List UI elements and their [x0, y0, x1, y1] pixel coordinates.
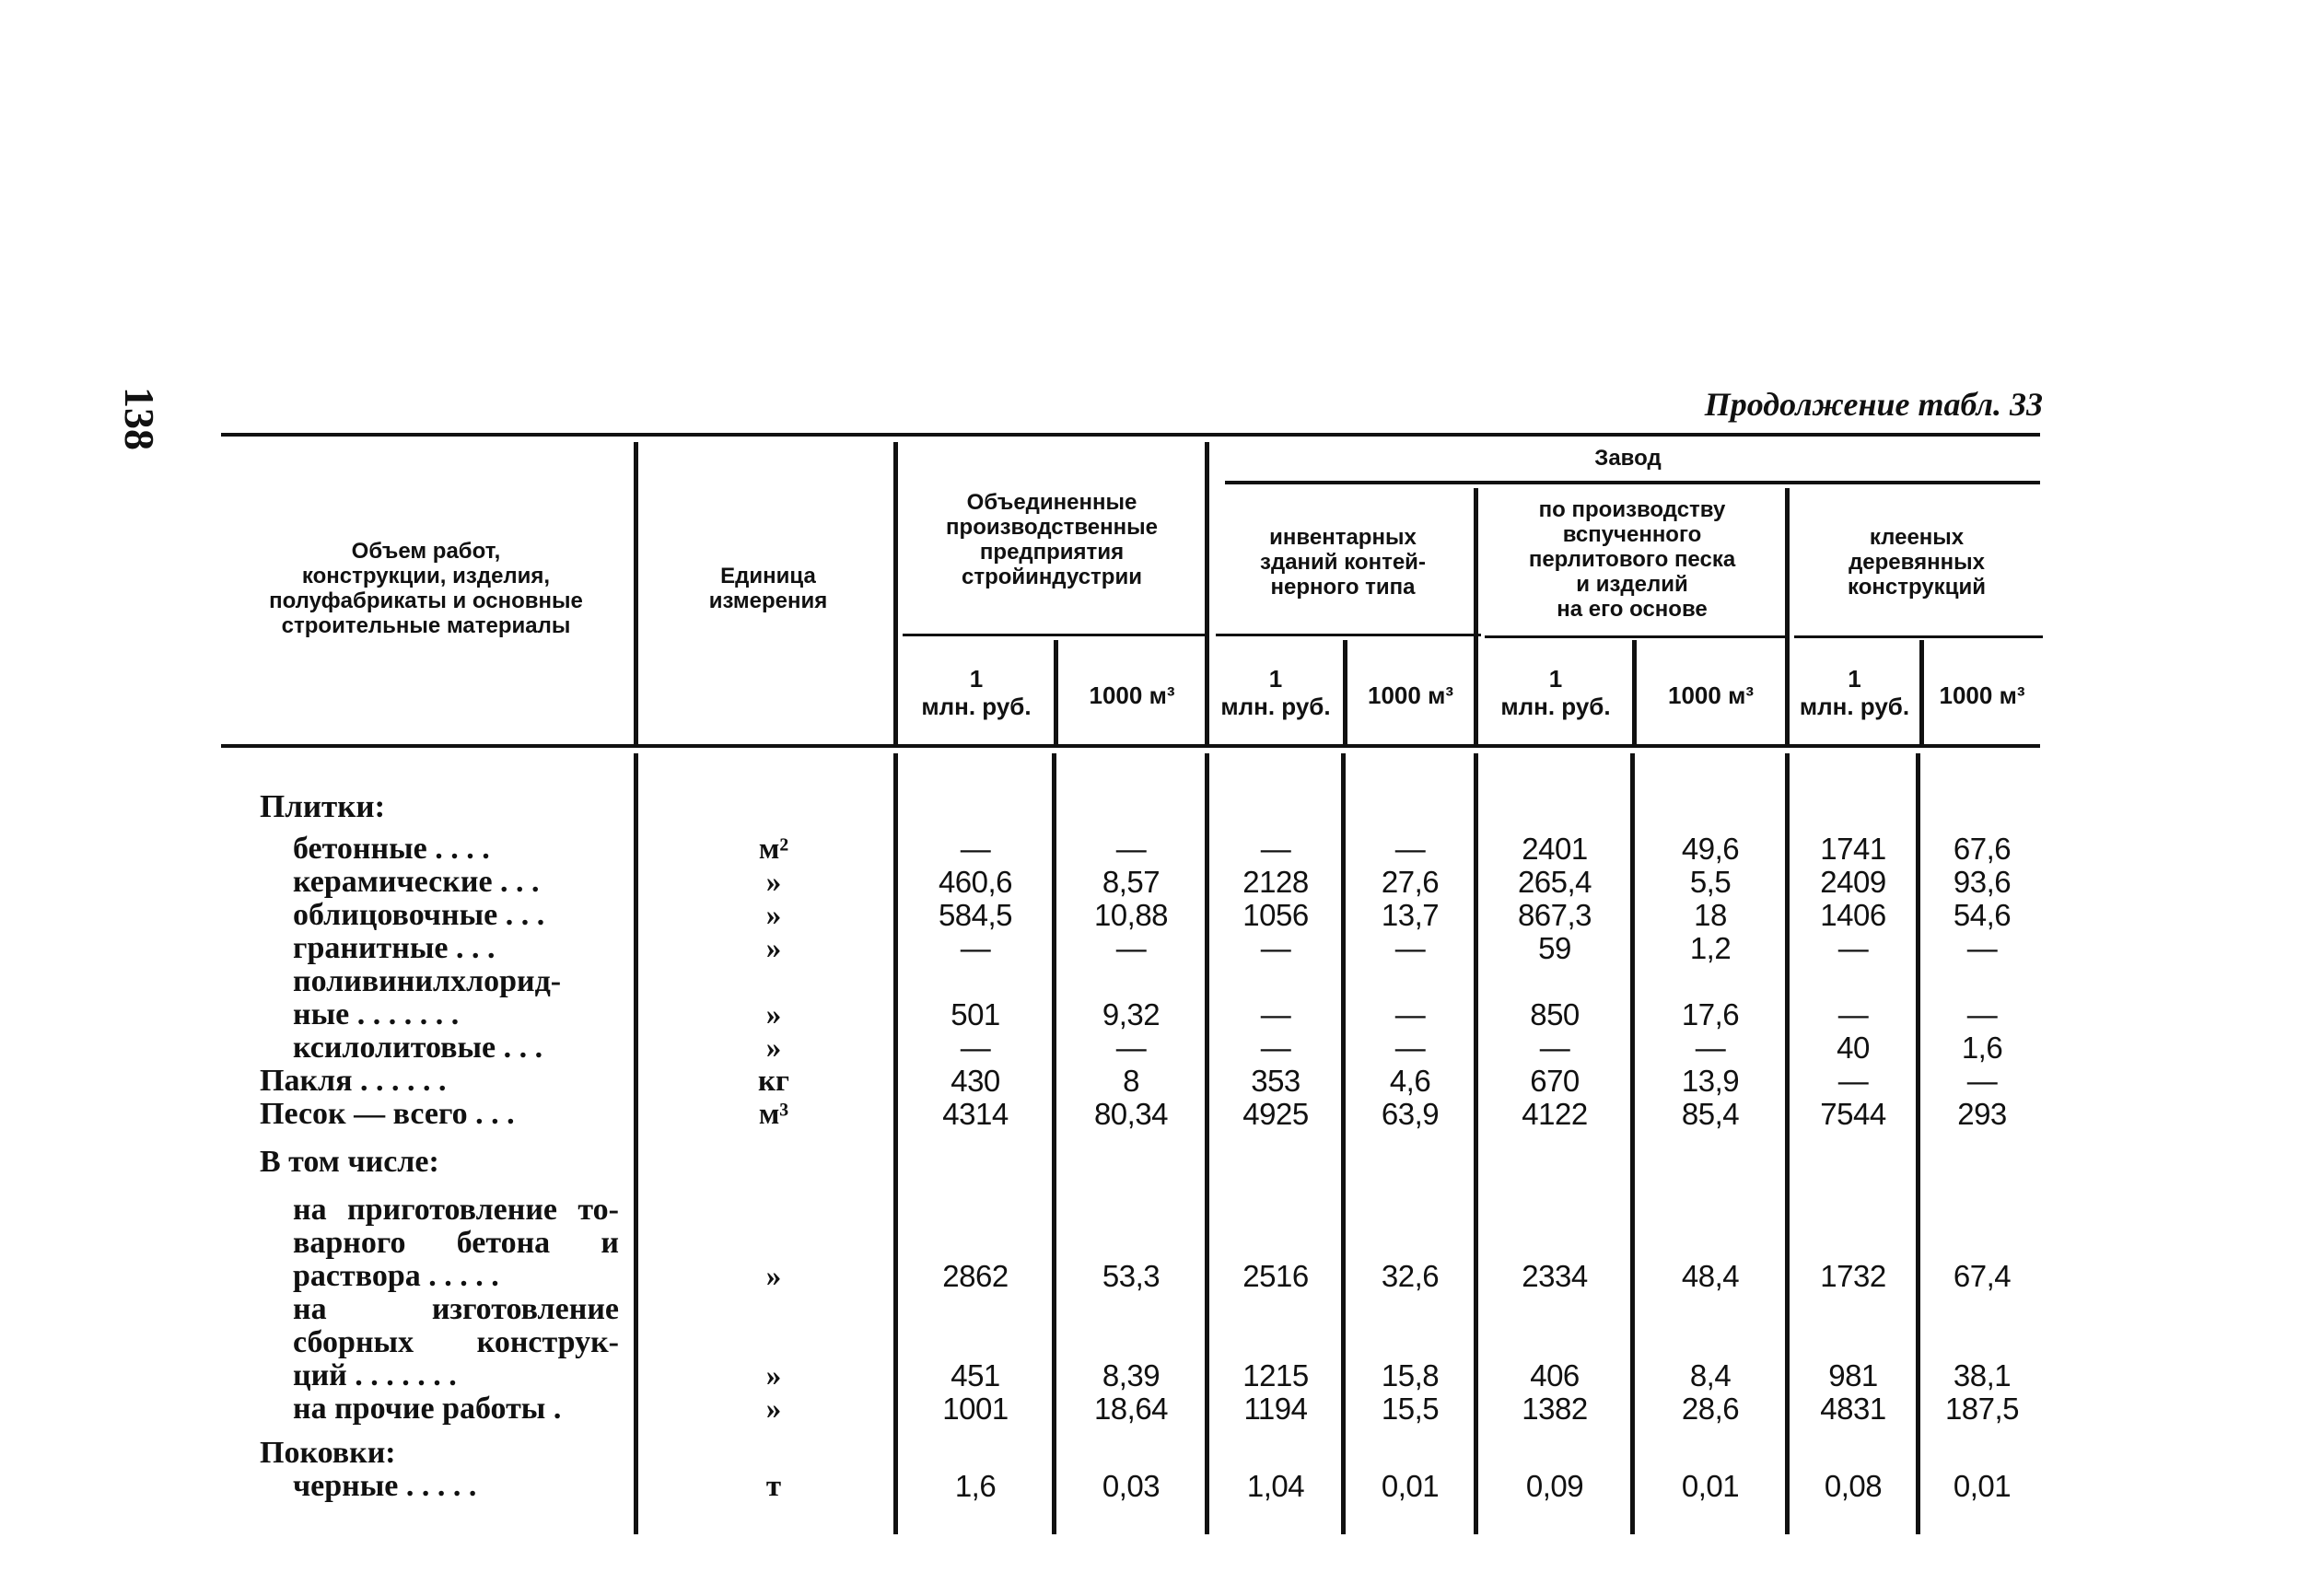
- cell-glued-rub: 4831: [1820, 1392, 1886, 1426]
- body-rule-1: [634, 753, 638, 1534]
- cell-inventory-m3: 32,6: [1381, 1259, 1440, 1293]
- row-label: черные . . . . .: [293, 1469, 477, 1503]
- unit-cell: »: [765, 899, 782, 932]
- row-label: поливинилхлорид-: [293, 964, 562, 998]
- cell-inventory-m3: 0,01: [1381, 1469, 1440, 1503]
- subheader-combined-rub: 1 млн. руб.: [921, 665, 1032, 720]
- cell-perlite-rub: 1382: [1522, 1392, 1588, 1426]
- cell-glued-rub: —: [1837, 931, 1869, 965]
- cell-combined-rub: 1,6: [954, 1469, 997, 1503]
- cell-perlite-rub: 2401: [1522, 832, 1588, 866]
- unit-cell: »: [765, 1260, 782, 1293]
- cell-inventory-m3: 13,7: [1381, 898, 1440, 932]
- cell-combined-m3: —: [1115, 931, 1147, 965]
- cell-inventory-rub: 1194: [1243, 1392, 1308, 1426]
- cell-glued-m3: 1,6: [1961, 1031, 2003, 1065]
- plant-group-rule: [1225, 481, 2040, 484]
- unit-cell: кг: [758, 1065, 789, 1098]
- header-rule-object-unit: [634, 442, 638, 744]
- cell-combined-rub: 460,6: [938, 865, 1013, 899]
- cell-glued-rub: 7544: [1820, 1097, 1886, 1131]
- perlite-subheader-rule: [1485, 635, 1787, 638]
- cell-glued-rub: —: [1837, 1064, 1869, 1098]
- body-rule-4: [1205, 753, 1209, 1534]
- unit-cell: »: [765, 866, 782, 899]
- cell-combined-rub: 501: [951, 997, 1000, 1031]
- header-rule-combined-sub: [1054, 640, 1058, 744]
- cell-inventory-m3: —: [1394, 832, 1426, 866]
- cell-glued-rub: 0,08: [1824, 1469, 1883, 1503]
- cell-inventory-rub: —: [1260, 1031, 1291, 1065]
- header-perlite: по производству вспученного перлитового песка и изделий на его основе: [1528, 497, 1736, 622]
- cell-combined-m3: 0,03: [1102, 1469, 1160, 1503]
- cell-combined-m3: 53,3: [1102, 1259, 1160, 1293]
- header-rule-inventory-perlite: [1474, 488, 1478, 744]
- subheader-glued-rub: 1 млн. руб.: [1799, 665, 1910, 720]
- subheader-perlite-m3: 1000 м³: [1668, 682, 1754, 709]
- subheader-perlite-rub: 1 млн. руб.: [1500, 665, 1611, 720]
- cell-glued-m3: 187,5: [1944, 1392, 2020, 1426]
- header-bottom-rule: [221, 744, 2040, 748]
- cell-inventory-m3: 15,5: [1381, 1392, 1440, 1426]
- cell-perlite-rub: 850: [1530, 997, 1580, 1031]
- cell-inventory-rub: 353: [1251, 1064, 1300, 1098]
- inventory-subheader-rule: [1216, 634, 1481, 636]
- cell-combined-rub: —: [960, 931, 991, 965]
- cell-perlite-m3: —: [1695, 1031, 1726, 1065]
- cell-glued-m3: 293: [1957, 1097, 2007, 1131]
- row-label: сборных конструк-: [293, 1325, 619, 1359]
- subheader-glued-m3: 1000 м³: [1939, 682, 2025, 709]
- cell-glued-rub: 40: [1837, 1031, 1870, 1065]
- cell-perlite-rub: 0,09: [1525, 1469, 1584, 1503]
- cell-combined-rub: —: [960, 1031, 991, 1065]
- cell-combined-rub: 451: [951, 1358, 1000, 1392]
- combined-subheader-rule: [903, 634, 1205, 636]
- cell-perlite-m3: 5,5: [1689, 865, 1732, 899]
- cell-glued-m3: 38,1: [1953, 1358, 2012, 1392]
- cell-glued-rub: 1732: [1820, 1259, 1886, 1293]
- row-label: на изготовление: [293, 1292, 619, 1326]
- row-label: ций . . . . . . .: [293, 1358, 457, 1392]
- cell-combined-m3: 8: [1123, 1064, 1139, 1098]
- cell-inventory-m3: 4,6: [1389, 1064, 1431, 1098]
- cell-perlite-m3: 0,01: [1681, 1469, 1740, 1503]
- cell-perlite-rub: 4122: [1522, 1097, 1588, 1131]
- cell-combined-m3: —: [1115, 832, 1147, 866]
- header-rule-unit-combined: [893, 442, 898, 744]
- cell-glued-rub: 2409: [1820, 865, 1886, 899]
- body-rule-5: [1341, 753, 1346, 1534]
- row-label: варного бетона и: [293, 1226, 619, 1260]
- header-unit: Единица измерения: [708, 564, 828, 613]
- cell-inventory-rub: 2516: [1242, 1259, 1309, 1293]
- cell-glued-m3: —: [1966, 1064, 1998, 1098]
- cell-inventory-m3: —: [1394, 931, 1426, 965]
- cell-inventory-m3: 63,9: [1381, 1097, 1440, 1131]
- body-rule-9: [1916, 753, 1920, 1534]
- cell-glued-rub: 981: [1828, 1358, 1878, 1392]
- unit-cell: т: [765, 1470, 782, 1503]
- cell-inventory-m3: —: [1394, 997, 1426, 1031]
- cell-combined-m3: 9,32: [1102, 997, 1160, 1031]
- glued-subheader-rule: [1794, 635, 2043, 638]
- cell-perlite-m3: 85,4: [1681, 1097, 1740, 1131]
- cell-combined-rub: 2862: [942, 1259, 1009, 1293]
- cell-inventory-rub: 1056: [1242, 898, 1309, 932]
- row-label: ксилолитовые . . .: [293, 1031, 543, 1065]
- row-label: Поковки:: [260, 1436, 396, 1470]
- row-label: облицовочные . . .: [293, 898, 545, 932]
- cell-inventory-rub: —: [1260, 832, 1291, 866]
- cell-glued-m3: —: [1966, 997, 1998, 1031]
- cell-perlite-rub: 265,4: [1517, 865, 1592, 899]
- cell-combined-rub: —: [960, 832, 991, 866]
- row-label: раствора . . . . .: [293, 1259, 499, 1293]
- row-label: В том числе:: [260, 1145, 439, 1179]
- cell-glued-m3: 93,6: [1953, 865, 2012, 899]
- cell-inventory-m3: —: [1394, 1031, 1426, 1065]
- row-label: на приготовление то-: [293, 1193, 619, 1227]
- cell-glued-m3: 67,6: [1953, 832, 2012, 866]
- cell-inventory-rub: 1215: [1242, 1358, 1309, 1392]
- cell-glued-m3: 54,6: [1953, 898, 2012, 932]
- cell-perlite-m3: 1,2: [1689, 931, 1732, 965]
- body-rule-3: [1052, 753, 1056, 1534]
- header-plant-group: Завод: [1594, 446, 1662, 471]
- cell-perlite-m3: 28,6: [1681, 1392, 1740, 1426]
- body-rule-8: [1785, 753, 1790, 1534]
- row-label: ные . . . . . . .: [293, 997, 460, 1031]
- cell-combined-m3: 8,39: [1102, 1358, 1160, 1392]
- cell-combined-rub: 584,5: [938, 898, 1013, 932]
- row-label: Пакля . . . . . .: [260, 1064, 447, 1098]
- subheader-combined-m3: 1000 м³: [1089, 682, 1175, 709]
- cell-perlite-m3: 8,4: [1689, 1358, 1732, 1392]
- unit-cell: м²: [758, 833, 789, 866]
- cell-glued-rub: —: [1837, 997, 1869, 1031]
- cell-combined-m3: 10,88: [1093, 898, 1169, 932]
- cell-inventory-m3: 27,6: [1381, 865, 1440, 899]
- cell-perlite-rub: 867,3: [1517, 898, 1592, 932]
- cell-inventory-rub: 1,04: [1246, 1469, 1305, 1503]
- cell-glued-m3: —: [1966, 931, 1998, 965]
- unit-cell: »: [765, 932, 782, 965]
- cell-inventory-rub: 4925: [1242, 1097, 1309, 1131]
- row-label: на прочие работы .: [293, 1392, 562, 1426]
- cell-glued-rub: 1741: [1820, 832, 1886, 866]
- cell-perlite-m3: 48,4: [1681, 1259, 1740, 1293]
- cell-glued-m3: 0,01: [1953, 1469, 2012, 1503]
- cell-inventory-rub: —: [1260, 997, 1291, 1031]
- cell-inventory-rub: —: [1260, 931, 1291, 965]
- header-glued: клееных деревянных конструкций: [1848, 525, 1986, 600]
- subheader-inventory-rub: 1 млн. руб.: [1220, 665, 1331, 720]
- table-top-rule: [221, 433, 2040, 437]
- cell-perlite-rub: 670: [1530, 1064, 1580, 1098]
- unit-cell: м³: [758, 1098, 789, 1131]
- body-rule-2: [893, 753, 898, 1534]
- unit-cell: »: [765, 1031, 782, 1065]
- cell-perlite-rub: 2334: [1522, 1259, 1588, 1293]
- header-inventory: инвентарных зданий контей- нерного типа: [1260, 525, 1426, 600]
- cell-combined-m3: 8,57: [1102, 865, 1160, 899]
- cell-glued-rub: 1406: [1820, 898, 1886, 932]
- row-label: Плитки:: [260, 788, 386, 824]
- continuation-caption: Продолжение табл. 33: [1704, 386, 2043, 423]
- cell-perlite-m3: 13,9: [1681, 1064, 1740, 1098]
- body-rule-6: [1474, 753, 1478, 1534]
- cell-perlite-m3: 18: [1694, 898, 1727, 932]
- cell-combined-rub: 4314: [942, 1097, 1009, 1131]
- unit-cell: »: [765, 998, 782, 1031]
- cell-combined-m3: —: [1115, 1031, 1147, 1065]
- subheader-inventory-m3: 1000 м³: [1368, 682, 1453, 709]
- cell-combined-rub: 1001: [942, 1392, 1009, 1426]
- unit-cell: »: [765, 1392, 782, 1426]
- cell-inventory-rub: 2128: [1242, 865, 1309, 899]
- cell-combined-rub: 430: [951, 1064, 1000, 1098]
- row-label: бетонные . . . .: [293, 832, 490, 866]
- cell-perlite-rub: 406: [1530, 1358, 1580, 1392]
- cell-perlite-rub: —: [1539, 1031, 1570, 1065]
- row-label: керамические . . .: [293, 865, 540, 899]
- unit-cell: »: [765, 1359, 782, 1392]
- header-combined: Объединенные производственные предприятия стройиндустрии: [946, 490, 1158, 589]
- cell-glued-m3: 67,4: [1953, 1259, 2012, 1293]
- cell-perlite-rub: 59: [1538, 931, 1571, 965]
- row-label: Песок — всего . . .: [260, 1097, 515, 1131]
- cell-perlite-m3: 49,6: [1681, 832, 1740, 866]
- cell-combined-m3: 80,34: [1093, 1097, 1169, 1131]
- header-object: Объем работ, конструкции, изделия, полуфабрикаты и основные строительные материалы: [269, 539, 583, 638]
- cell-inventory-m3: 15,8: [1381, 1358, 1440, 1392]
- cell-combined-m3: 18,64: [1093, 1392, 1169, 1426]
- body-rule-7: [1630, 753, 1635, 1534]
- row-label: гранитные . . .: [293, 931, 496, 965]
- page-number: 138: [116, 387, 163, 450]
- cell-perlite-m3: 17,6: [1681, 997, 1740, 1031]
